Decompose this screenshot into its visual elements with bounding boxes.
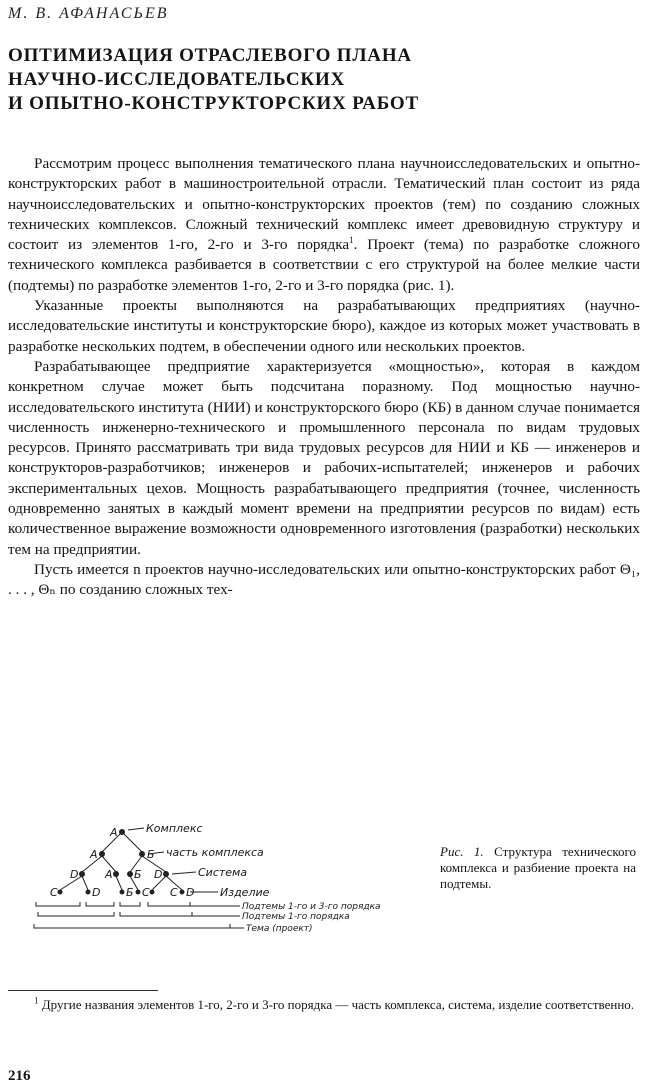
title-line-2: НАУЧНО-ИССЛЕДОВАТЕЛЬСКИХ [8, 69, 346, 90]
label-podtemy-1: Подтемы 1-го порядка [242, 912, 350, 922]
footnote [8, 996, 640, 1014]
leaf-c-3: С [170, 886, 178, 899]
footnote-text: Другие названия элементов 1-го, 2-го и 3-го порядка — часть комплекса, система, изделие соответственно. [41, 997, 635, 1012]
paragraph-2: Указанные проекты выполняются на разрабатывающих предприятиях (научно-исследовательские институты и конструкторские бюро), каждое из которых может участвовать в разработке нескольких подтем, в обеспечении одного или нескольких проектов. [8, 297, 640, 355]
leaf-b-1: Б [126, 886, 134, 899]
figure-caption-label: Рис. 1. [440, 844, 484, 859]
paragraph-3: Разрабатывающее предприятие характеризуется «мощностью», которая в каждом конкретном случае может быть подсчитана поразному. Под мощностью научно-исследовательского института (НИИ) и конструкторского бюро (КБ) в данном случае понимается численность инженерно-технического и промышленного персонала по видам трудовых ресурсов. Принято рассматривать три вида трудовых ресурсов для НИИ и КБ — инженеров и конструкторов-разработчиков; инженеров и рабочих-испытателей; инженеров и рабочих экспериментальных цехов. Мощность разрабатывающего предприятия (точнее, численность одновременно занятых в каждый момент времени на предприятии ресурсов по видам) есть количественное выражение возможности одновременного изготовления (разработки) нескольких тем на предприятии. [8, 357, 640, 558]
leaf-c-1: С [50, 886, 58, 899]
title-line-1: ОПТИМИЗАЦИЯ ОТРАСЛЕВОГО ПЛАНА [8, 45, 412, 66]
paragraph-4: Пусть имеется n проектов научно-исследовательских или опытно-конструкторских работ Θ₁, . . . , Θₙ по созданию сложных тех- [8, 560, 640, 599]
node-a-left: А [90, 848, 98, 861]
paragraph-1 [8, 154, 640, 296]
leaf-c-2: С [142, 886, 150, 899]
structure-tree-diagram [30, 820, 430, 938]
node-b-right: Б [147, 848, 155, 861]
label-chast: часть комплекса [166, 846, 264, 859]
title-line-3: И ОПЫТНО-КОНСТРУКТОРСКИХ РАБОТ [8, 93, 419, 114]
label-tema: Тема (проект) [246, 924, 313, 934]
paragraph-1-continued: . Проект (тема) по разработке сложного технического комплекса разбивается в соответствии с его структурой на более мелкие части (подтемы) по разработке элементов 1-го, 2-го и 3-го порядка (рис. 1). [8, 236, 640, 294]
label-podtemy-23: Подтемы 1-го и 3-го порядка [242, 902, 381, 912]
node-d-2: D [154, 868, 163, 881]
article-title [8, 44, 628, 116]
leaf-d-1: D [92, 886, 101, 899]
page-number: 216 [8, 1068, 31, 1084]
label-komplex: Комплекс [146, 822, 203, 835]
node-b-2: Б [134, 868, 142, 881]
figure-caption [440, 844, 636, 892]
label-sistema: Система [198, 866, 248, 879]
body-text [8, 154, 640, 601]
node-a-root: А [110, 826, 118, 839]
node-d-1: D [70, 868, 79, 881]
node-a-2: А [105, 868, 113, 881]
author-name: М. В. АФАНАСЬЕВ [8, 5, 169, 22]
footnote-ref: 1 [349, 235, 354, 246]
paragraph-1-text: Рассмотрим процесс выполнения тематического плана научноисследовательских и опытно-конструкторских работ в машиностроительной отрасли. Тематический план состоит из ряда научноисследовательских и опытно-конструкторских проектов (тем) по созданию сложных технических комплексов. Сложный технический комплекс имеет древовидную структуру и состоит из элементов 1-го, 2-го и 3-го порядка [8, 155, 640, 254]
footnote-marker: 1 [34, 995, 39, 1006]
figure-1 [0, 820, 648, 940]
footnote-divider [8, 990, 158, 991]
label-izdelie: Изделие [220, 886, 270, 899]
figure-caption-text: Структура технического комплекса и разбиение проекта на подтемы. [440, 844, 636, 891]
footnote-paragraph [8, 996, 640, 1014]
leaf-d-2: D [186, 886, 195, 899]
